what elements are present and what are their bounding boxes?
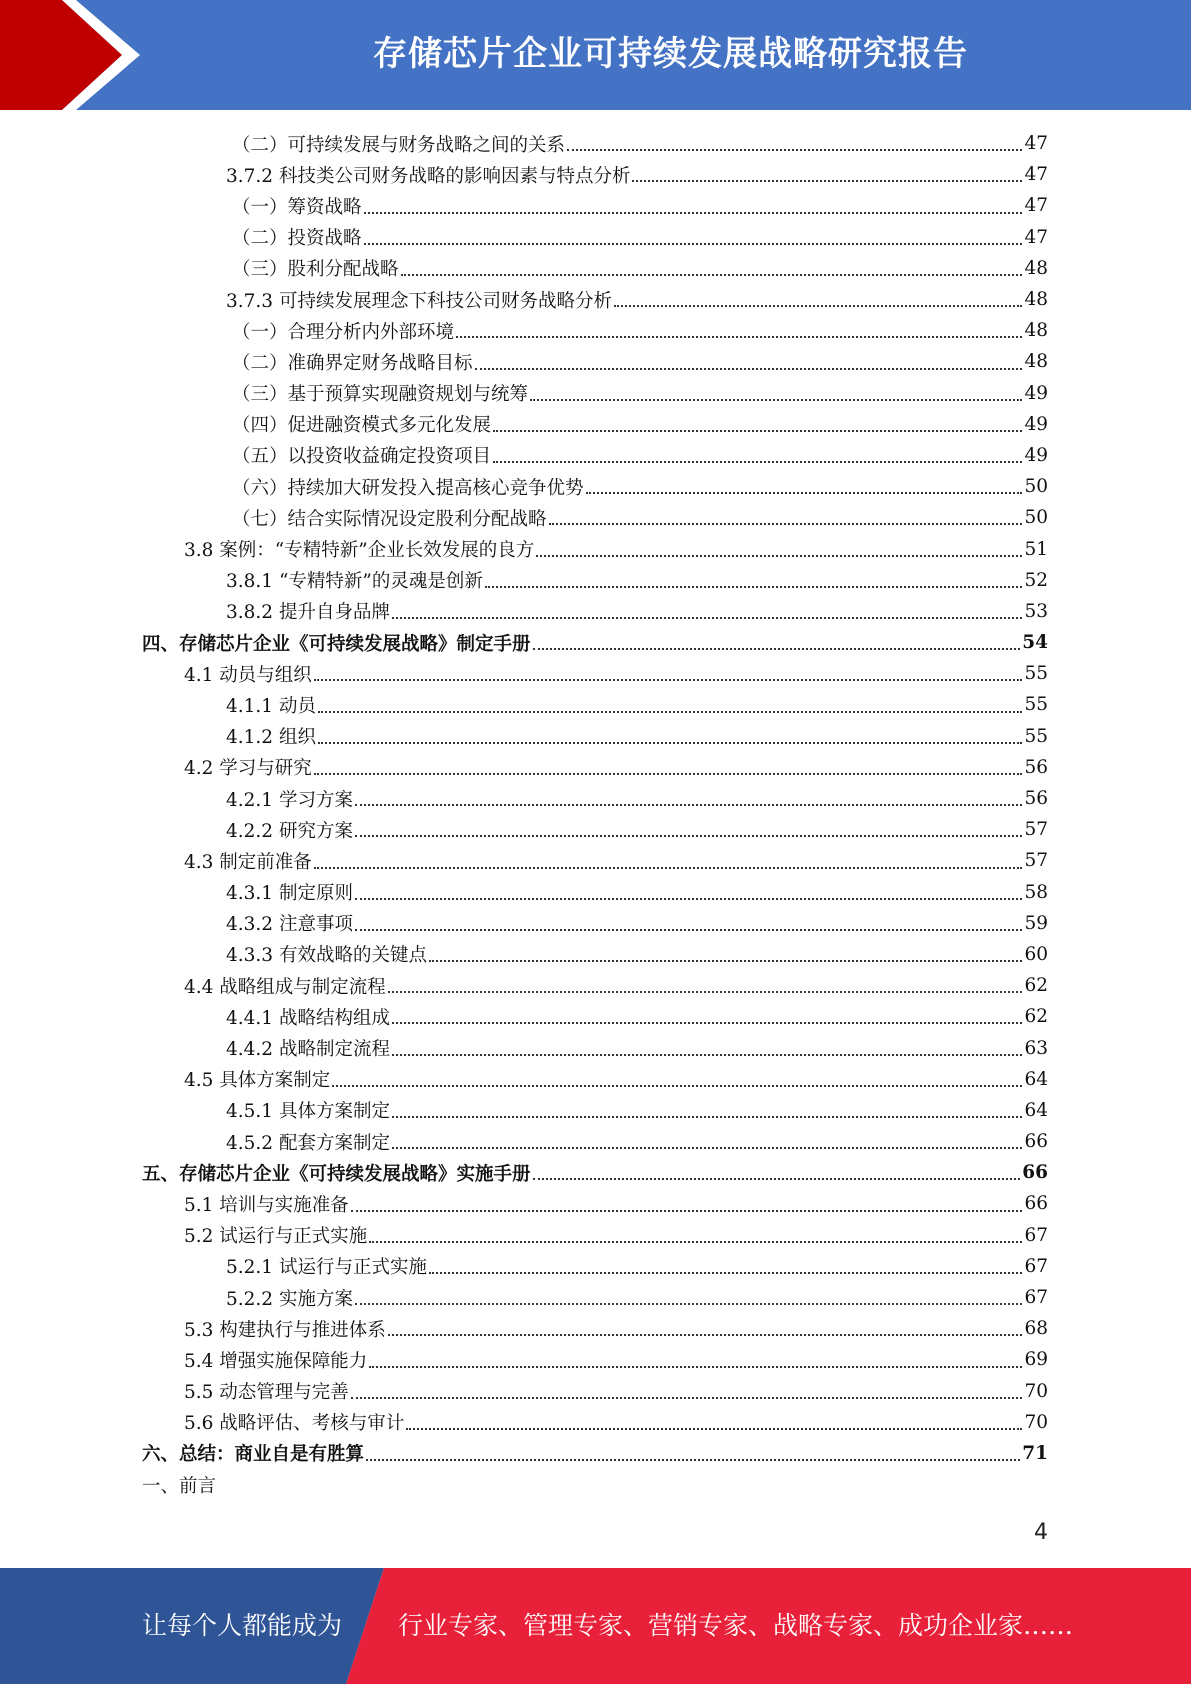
toc-dot-leader (533, 1178, 1021, 1180)
toc-dot-leader (369, 1366, 1022, 1368)
toc-dot-leader (475, 368, 1023, 370)
toc-dot-leader (318, 711, 1023, 713)
toc-dot-leader (351, 1397, 1023, 1399)
toc-entry[interactable] (0, 502, 1191, 533)
page-header (0, 0, 1191, 110)
toc-entry-label: 5.3 构建执行与推进体系 (184, 1319, 386, 1341)
toc-entry-label: 5.2.1 试运行与正式实施 (226, 1257, 427, 1279)
toc-entry-page: 55 (1024, 725, 1048, 747)
toc-dot-leader (355, 898, 1023, 900)
toc-entry-page: 70 (1024, 1380, 1048, 1402)
toc-entry-page: 48 (1024, 289, 1048, 311)
toc-entry-page: 67 (1024, 1255, 1048, 1277)
toc-entry-page: 63 (1024, 1037, 1048, 1059)
toc-entry-label: （三）基于预算实现融资规划与统筹 (232, 384, 529, 406)
toc-entry-page: 48 (1024, 320, 1048, 342)
toc-entry-label: （五）以投资收益确定投资项目 (232, 446, 492, 468)
toc-entry-label: 4.4.1 战略结构组成 (226, 1007, 390, 1029)
toc-entry-label: 3.7.2 科技类公司财务战略的影响因素与特点分析 (226, 165, 631, 187)
toc-entry-label: （二）准确界定财务战略目标 (232, 352, 473, 374)
toc-dot-leader (366, 1459, 1020, 1461)
toc-entry-label: （七）结合实际情况设定股利分配战略 (232, 508, 547, 530)
toc-dot-leader (406, 1428, 1022, 1430)
toc-entry-label: 4.4 战略组成与制定流程 (184, 976, 386, 998)
toc-entry-page: 47 (1024, 133, 1048, 155)
toc-entry-page: 57 (1024, 819, 1048, 841)
toc-entry[interactable] (0, 752, 1191, 783)
toc-entry-page: 49 (1024, 444, 1048, 466)
toc-entry[interactable] (0, 658, 1191, 689)
toc-entry[interactable] (0, 721, 1191, 752)
toc-entry-label: 4.5.1 具体方案制定 (226, 1101, 390, 1123)
toc-entry[interactable] (0, 814, 1191, 845)
toc-dot-leader (314, 773, 1023, 775)
toc-entry[interactable] (0, 346, 1191, 377)
toc-dot-leader (392, 1147, 1022, 1149)
page-number: 4 (1034, 1520, 1048, 1545)
toc-dot-leader (493, 461, 1022, 463)
toc-dot-leader (355, 1303, 1023, 1305)
toc-entry[interactable] (0, 1220, 1191, 1251)
toc-entry-page: 69 (1024, 1349, 1048, 1371)
toc-entry-page: 68 (1024, 1318, 1048, 1340)
toc-dot-leader (632, 180, 1022, 182)
toc-entry[interactable] (0, 1001, 1191, 1032)
toc-entry[interactable] (0, 1126, 1191, 1157)
red-chevron-decoration (0, 0, 160, 110)
toc-entry-page: 50 (1024, 476, 1048, 498)
toc-dot-leader (533, 648, 1021, 650)
toc-dot-leader (429, 960, 1022, 962)
toc-dot-leader (314, 679, 1023, 681)
toc-entry-label: 3.8.2 提升自身品牌 (226, 602, 390, 624)
toc-entry[interactable] (0, 1313, 1191, 1344)
toc-dot-leader (355, 804, 1023, 806)
toc-dot-leader (401, 274, 1023, 276)
toc-entry-page: 60 (1024, 943, 1048, 965)
toc-entry-label: 4.2.1 学习方案 (226, 789, 353, 811)
toc-entry[interactable] (0, 596, 1191, 627)
toc-entry-label: 5.5 动态管理与完善 (184, 1382, 349, 1404)
toc-entry[interactable] (0, 1064, 1191, 1095)
toc-entry[interactable] (0, 471, 1191, 502)
toc-entry-label: 5.4 增强实施保障能力 (184, 1350, 368, 1372)
toc-entry-page: 55 (1024, 663, 1048, 685)
toc-entry-label: 3.8.1 “专精特新”的灵魂是创新 (226, 571, 483, 593)
toc-entry-label: （六）持续加大研发投入提高核心竞争优势 (232, 477, 584, 499)
toc-entry[interactable] (0, 440, 1191, 471)
toc-entry-page: 51 (1024, 538, 1048, 560)
toc-dot-leader (318, 742, 1023, 744)
toc-entry[interactable] (0, 1469, 1191, 1500)
toc-entry-label: （二）投资战略 (232, 228, 362, 250)
toc-entry-page: 66 (1022, 1162, 1048, 1184)
toc-dot-leader (392, 1116, 1022, 1118)
toc-dot-leader (369, 1241, 1022, 1243)
toc-entry[interactable] (0, 1032, 1191, 1063)
toc-entry-page: 47 (1024, 195, 1048, 217)
footer-roles: 行业专家、管理专家、营销专家、战略专家、成功企业家…… (398, 1611, 1074, 1640)
toc-dot-leader (614, 305, 1022, 307)
toc-entry[interactable] (0, 128, 1191, 159)
toc-entry[interactable] (0, 253, 1191, 284)
toc-entry-label: 4.1.2 组织 (226, 727, 316, 749)
toc-entry[interactable] (0, 908, 1191, 939)
toc-entry-label: 一、前言 (142, 1475, 217, 1497)
toc-dot-leader (392, 617, 1022, 619)
toc-entry[interactable] (0, 1344, 1191, 1375)
table-of-contents (0, 128, 1191, 1500)
toc-dot-leader (567, 149, 1022, 151)
toc-entry[interactable] (0, 1438, 1191, 1469)
toc-entry-label: 4.2 学习与研究 (184, 758, 312, 780)
toc-entry-page: 56 (1024, 788, 1048, 810)
toc-dot-leader (530, 399, 1022, 401)
toc-dot-leader (549, 523, 1023, 525)
toc-entry[interactable] (0, 689, 1191, 720)
toc-entry-label: 4.4.2 战略制定流程 (226, 1039, 390, 1061)
toc-entry[interactable] (0, 1188, 1191, 1219)
toc-dot-leader (429, 1272, 1022, 1274)
toc-entry-page: 58 (1024, 881, 1048, 903)
toc-dot-leader (388, 1334, 1023, 1336)
toc-entry-label: 3.8 案例：“专精特新”企业长效发展的良方 (184, 540, 535, 562)
toc-dot-leader (355, 929, 1023, 931)
toc-entry-label: 5.2.2 实施方案 (226, 1288, 353, 1310)
page-footer (0, 1568, 1191, 1684)
toc-entry-label: （一）合理分析内外部环境 (232, 321, 455, 343)
toc-entry-page: 66 (1024, 1131, 1048, 1153)
toc-entry-label: 六、总结：商业自是有胜算 (142, 1444, 365, 1466)
toc-entry[interactable] (0, 315, 1191, 346)
report-title: 存储芯片企业可持续发展战略研究报告 (373, 34, 968, 74)
toc-dot-leader (493, 430, 1022, 432)
toc-entry[interactable] (0, 1282, 1191, 1313)
toc-entry-page: 52 (1024, 569, 1048, 591)
toc-entry-page: 49 (1024, 382, 1048, 404)
toc-dot-leader (364, 243, 1023, 245)
toc-entry-page: 67 (1024, 1224, 1048, 1246)
toc-dot-leader (392, 1022, 1022, 1024)
toc-entry-page: 70 (1024, 1411, 1048, 1433)
toc-entry-label: 5.1 培训与实施准备 (184, 1194, 349, 1216)
toc-entry[interactable] (0, 159, 1191, 190)
toc-entry-label: 4.3.3 有效战略的关键点 (226, 945, 427, 967)
toc-entry-page: 57 (1024, 850, 1048, 872)
toc-dot-leader (456, 336, 1022, 338)
toc-entry-page: 64 (1024, 1068, 1048, 1090)
toc-dot-leader (351, 1210, 1023, 1212)
toc-entry-page: 50 (1024, 507, 1048, 529)
toc-dot-leader (314, 867, 1023, 869)
toc-entry-label: 4.5.2 配套方案制定 (226, 1132, 390, 1154)
toc-entry[interactable] (0, 409, 1191, 440)
toc-entry[interactable] (0, 284, 1191, 315)
toc-entry-page: 62 (1024, 1006, 1048, 1028)
toc-entry-label: 4.2.2 研究方案 (226, 820, 353, 842)
toc-entry[interactable] (0, 1407, 1191, 1438)
toc-entry[interactable] (0, 783, 1191, 814)
toc-entry-page: 66 (1024, 1193, 1048, 1215)
footer-slogan: 让每个人都能成为 (142, 1611, 343, 1640)
toc-entry[interactable] (0, 939, 1191, 970)
toc-entry-page: 55 (1024, 694, 1048, 716)
toc-entry[interactable] (0, 1251, 1191, 1282)
toc-dot-leader (586, 492, 1023, 494)
toc-entry-page: 53 (1024, 600, 1048, 622)
toc-entry-label: 4.3 制定前准备 (184, 851, 312, 873)
toc-dot-leader (392, 1054, 1022, 1056)
toc-entry-label: 4.1 动员与组织 (184, 664, 312, 686)
toc-entry-page: 59 (1024, 912, 1048, 934)
toc-entry-page: 56 (1024, 756, 1048, 778)
toc-entry-label: （三）股利分配战略 (232, 259, 399, 281)
toc-entry-label: 四、存储芯片企业《可持续发展战略》制定手册 (142, 633, 531, 655)
toc-entry-page: 49 (1024, 413, 1048, 435)
toc-entry-label: 5.2 试运行与正式实施 (184, 1226, 368, 1248)
toc-entry-page: 62 (1024, 975, 1048, 997)
toc-entry-page: 67 (1024, 1287, 1048, 1309)
toc-entry-page: 47 (1024, 164, 1048, 186)
toc-entry[interactable] (0, 877, 1191, 908)
toc-entry-label: （四）促进融资模式多元化发展 (232, 415, 492, 437)
toc-entry[interactable] (0, 845, 1191, 876)
toc-entry[interactable] (0, 1095, 1191, 1126)
toc-entry-label: 3.7.3 可持续发展理念下科技公司财务战略分析 (226, 290, 612, 312)
toc-entry[interactable] (0, 970, 1191, 1001)
toc-entry-label: （一）筹资战略 (232, 196, 362, 218)
toc-entry-label: 4.3.2 注意事项 (226, 914, 353, 936)
toc-entry[interactable] (0, 565, 1191, 596)
toc-entry-label: （二）可持续发展与财务战略之间的关系 (232, 134, 566, 156)
toc-entry-page: 64 (1024, 1099, 1048, 1121)
toc-entry[interactable] (0, 533, 1191, 564)
toc-entry-page: 48 (1024, 257, 1048, 279)
toc-dot-leader (355, 835, 1023, 837)
toc-dot-leader (485, 586, 1023, 588)
toc-entry-page: 54 (1022, 632, 1048, 654)
toc-entry[interactable] (0, 190, 1191, 221)
toc-dot-leader (332, 1085, 1022, 1087)
toc-entry-label: 五、存储芯片企业《可持续发展战略》实施手册 (142, 1163, 531, 1185)
toc-entry[interactable] (0, 627, 1191, 658)
toc-entry-label: 4.1.1 动员 (226, 695, 316, 717)
toc-entry[interactable] (0, 1376, 1191, 1407)
toc-entry[interactable] (0, 222, 1191, 253)
toc-entry-page: 48 (1024, 351, 1048, 373)
toc-dot-leader (364, 212, 1023, 214)
toc-entry-label: 4.3.1 制定原则 (226, 883, 353, 905)
toc-dot-leader (388, 991, 1023, 993)
toc-entry[interactable] (0, 1157, 1191, 1188)
toc-entry-label: 5.6 战略评估、考核与审计 (184, 1413, 405, 1435)
toc-entry[interactable] (0, 378, 1191, 409)
toc-entry-label: 4.5 具体方案制定 (184, 1070, 331, 1092)
toc-dot-leader (536, 555, 1022, 557)
toc-entry-page: 47 (1024, 226, 1048, 248)
toc-entry-page: 71 (1022, 1442, 1048, 1464)
